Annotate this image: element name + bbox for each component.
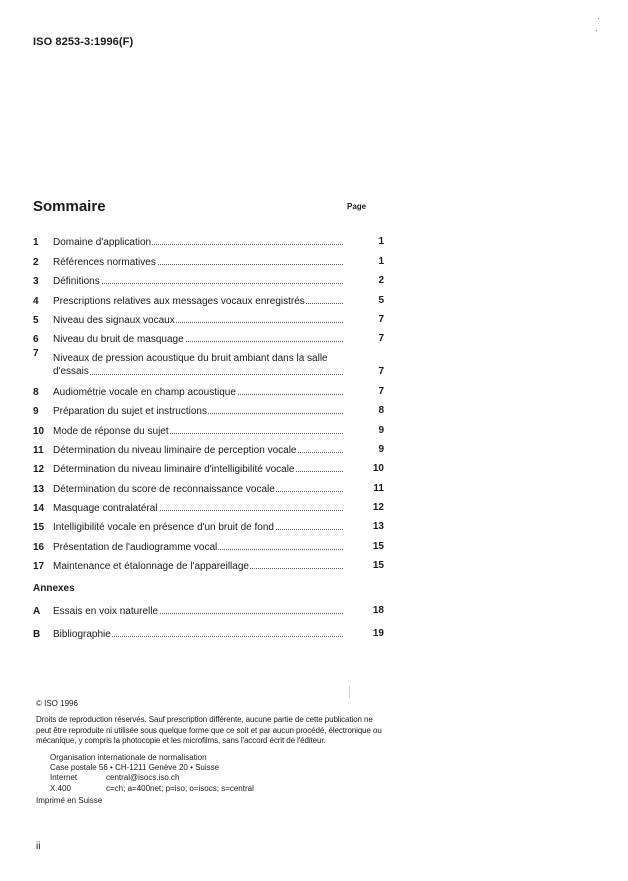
toc-entry-page: 7 bbox=[378, 313, 384, 325]
toc-entry-9[interactable] bbox=[33, 398, 388, 417]
rights-notice: Droits de reproduction réservés. Sauf prescription différente, aucune partie de cette publication ne peut être reproduite ni utilisée sous quelque forme que ce soit et par aucun procédé, électronique ou mécanique, y compris la photocopie et les microfilms, sans l'accord écrit de l'éditeur. bbox=[36, 715, 382, 746]
toc-entry-label: Mode de réponse du sujet bbox=[53, 425, 169, 437]
printed-in: Imprimé en Suisse bbox=[36, 796, 103, 806]
toc-entry-2[interactable] bbox=[33, 248, 388, 267]
toc-entry-14[interactable] bbox=[33, 495, 388, 514]
toc-entry-label: Préparation du sujet et instructions bbox=[53, 406, 207, 418]
toc-entry-number: 6 bbox=[33, 334, 39, 346]
toc-entry-3[interactable] bbox=[33, 268, 388, 287]
toc-entry-page: 9 bbox=[378, 424, 384, 436]
toc-annex-b[interactable] bbox=[33, 617, 388, 640]
toc-entry-label: Présentation de l'audiogramme vocal bbox=[53, 541, 218, 553]
toc-entry-number: 17 bbox=[33, 561, 45, 573]
copyright-block bbox=[36, 699, 386, 807]
toc-entry-page: 19 bbox=[372, 628, 384, 640]
toc-entry-page: 10 bbox=[372, 463, 384, 475]
page-column-label: Page bbox=[347, 202, 367, 211]
toc-entry-5[interactable] bbox=[33, 307, 388, 326]
internet-label: Internet bbox=[50, 773, 78, 783]
toc-entry-12[interactable] bbox=[33, 456, 388, 475]
toc-entry-label: Niveau du bruit de masquage bbox=[53, 334, 184, 346]
scan-speck bbox=[598, 18, 599, 19]
postal-address: Case postale 56 • CH-1211 Genève 20 • Suisse bbox=[50, 763, 220, 773]
toc-entry-page: 7 bbox=[378, 385, 384, 397]
toc-annex-a[interactable] bbox=[33, 594, 388, 617]
toc-entry-number: 11 bbox=[33, 444, 44, 456]
toc-entry-label: Masquage contralatéral bbox=[53, 503, 158, 515]
toc-entry-label: Détermination du score de reconnaissance vocale bbox=[53, 483, 275, 495]
toc-entry-label: Essais en voix naturelle bbox=[53, 606, 159, 618]
toc-entry-number: 14 bbox=[33, 503, 45, 515]
toc-entry-6[interactable] bbox=[33, 326, 388, 345]
toc-entry-page: 8 bbox=[378, 405, 384, 417]
toc-entry-page: 1 bbox=[378, 255, 384, 267]
toc-entry-label-line2: d'essais bbox=[53, 366, 89, 378]
toc-entry-number: 2 bbox=[33, 256, 39, 268]
toc-entry-page: 11 bbox=[373, 482, 384, 494]
toc-entry-number: 7 bbox=[33, 348, 39, 360]
toc-entry-page: 7 bbox=[378, 333, 384, 345]
toc-entry-number: A bbox=[33, 606, 41, 618]
toc-entry-1[interactable] bbox=[33, 229, 388, 248]
toc-entry-label: Définitions bbox=[53, 276, 100, 288]
toc-entry-number: 5 bbox=[33, 314, 39, 326]
toc-entry-page: 9 bbox=[378, 443, 384, 455]
toc-entry-number: 8 bbox=[33, 386, 39, 398]
toc-entry-number: 15 bbox=[33, 522, 45, 534]
toc-entry-label: Références normatives bbox=[53, 256, 156, 268]
toc-entry-number: 16 bbox=[33, 541, 45, 553]
toc-entry-16[interactable] bbox=[33, 533, 388, 552]
toc-entry-number: 3 bbox=[33, 276, 39, 288]
toc-entry-number: 13 bbox=[33, 483, 45, 495]
margin-mark bbox=[349, 686, 350, 698]
org-name: Organisation internationale de normalisation bbox=[50, 752, 207, 762]
toc-entry-label: Niveau des signaux vocaux bbox=[53, 314, 175, 326]
toc-entry-page: 15 bbox=[372, 540, 384, 552]
toc-entry-label: Détermination du niveau liminaire d'intelligibilité vocale bbox=[53, 464, 295, 476]
toc-entry-page: 15 bbox=[372, 560, 384, 572]
toc-entry-number: 1 bbox=[33, 237, 39, 249]
copyright-line: © ISO 1996 bbox=[36, 699, 78, 708]
toc-entry-number: 10 bbox=[33, 425, 45, 437]
x400-label: X.400 bbox=[50, 783, 71, 793]
toc-entry-8[interactable] bbox=[33, 378, 388, 397]
toc-entry-label: Prescriptions relatives aux messages vocaux enregistrés bbox=[53, 295, 305, 307]
toc-entry-4[interactable] bbox=[33, 287, 388, 306]
toc-title: Sommaire bbox=[33, 198, 106, 215]
table-of-contents bbox=[33, 229, 388, 640]
toc-entry-label-line1: Niveaux de pression acoustique du bruit ambiant dans la salle bbox=[53, 353, 328, 365]
toc-entry-7[interactable] bbox=[33, 345, 388, 378]
annexes-heading: Annexes bbox=[33, 583, 75, 595]
toc-entry-page: 13 bbox=[372, 521, 384, 533]
toc-entry-number: 4 bbox=[33, 295, 39, 307]
toc-entry-page: 1 bbox=[378, 236, 384, 248]
toc-entry-13[interactable] bbox=[33, 475, 388, 494]
publisher-address bbox=[36, 753, 386, 795]
toc-entry-number: 9 bbox=[33, 406, 39, 418]
toc-entry-page: 12 bbox=[372, 502, 384, 514]
toc-entry-page: 2 bbox=[378, 275, 384, 287]
toc-entry-page: 5 bbox=[378, 294, 384, 306]
toc-entry-label: Maintenance et étalonnage de l'appareillage bbox=[53, 561, 249, 573]
toc-entry-number: B bbox=[33, 629, 41, 641]
internet-address[interactable]: central@isocs.iso.ch bbox=[106, 773, 180, 783]
document-id: ISO 8253-3:1996(F) bbox=[33, 36, 134, 48]
toc-entry-number: 12 bbox=[33, 464, 45, 476]
toc-entry-15[interactable] bbox=[33, 514, 388, 533]
toc-entry-17[interactable] bbox=[33, 553, 388, 572]
page-number: ii bbox=[36, 841, 41, 852]
scan-speck bbox=[596, 30, 597, 31]
toc-entry-label: Bibliographie bbox=[53, 629, 111, 641]
toc-entry-11[interactable] bbox=[33, 437, 388, 456]
toc-entry-page: 18 bbox=[372, 605, 384, 617]
toc-entry-page: 7 bbox=[378, 366, 384, 378]
toc-entry-label: Détermination du niveau liminaire de perception vocale bbox=[53, 444, 297, 456]
x400-address: c=ch; a=400net; p=iso; o=isocs; s=central bbox=[106, 783, 254, 793]
toc-entry-label: Intelligibilité vocale en présence d'un bruit de fond bbox=[53, 522, 274, 534]
toc-entry-label: Domaine d'application bbox=[53, 237, 152, 249]
toc-entry-10[interactable] bbox=[33, 417, 388, 436]
toc-entry-label: Audiométrie vocale en champ acoustique bbox=[53, 386, 236, 398]
